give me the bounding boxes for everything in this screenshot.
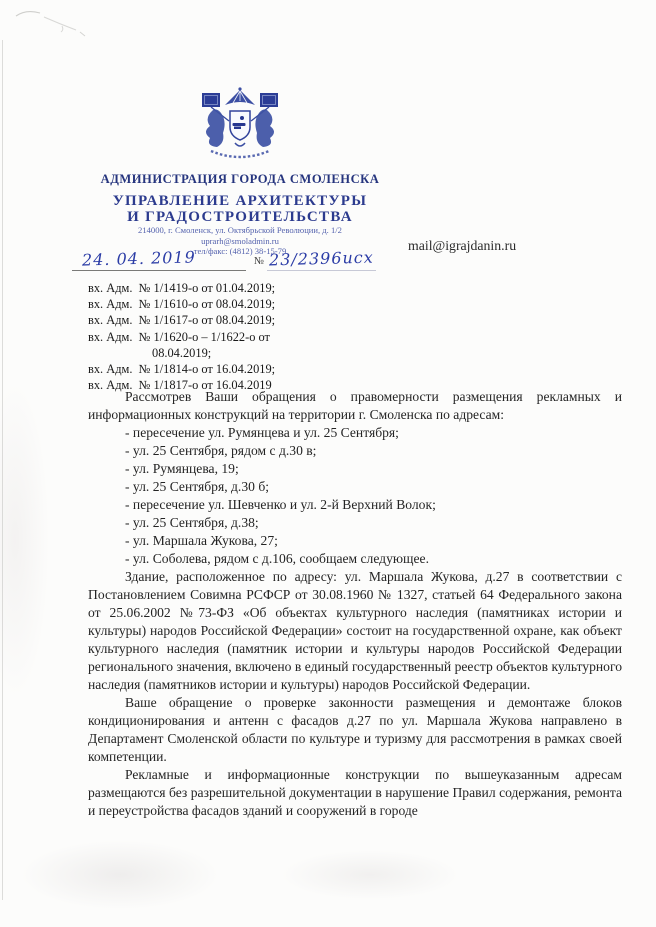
handwritten-date: 24. 04. 2019 — [81, 247, 197, 270]
letter-body — [88, 388, 622, 820]
smolensk-coat-of-arms-icon — [198, 86, 282, 164]
incoming-ref: вх. Адм. № 1/1617-о от 08.04.2019; — [88, 313, 276, 328]
address-item: - ул. 25 Сентября, д.38; — [125, 515, 259, 530]
address-item: - пересечение ул. Румянцева и ул. 25 Сентября; — [125, 425, 399, 440]
incoming-registrations — [88, 280, 275, 393]
incoming-ref: вх. Адм. № 1/1814-о от 16.04.2019; — [88, 362, 276, 377]
paragraph-forwarded-to-department: Ваше обращение о проверке законности размещения и демонтаже блоков кондиционирования и антенн с фасадов д.27 по ул. Маршала Жукова направлено в Департамент Смоленской области по культуре и туризму для рассмотрения в рамках своей компетенции. — [88, 695, 622, 764]
address-item: - ул. Маршала Жукова, 27; — [125, 533, 278, 548]
scan-blotch — [20, 840, 220, 910]
incoming-ref-continuation: 08.04.2019; — [152, 345, 212, 360]
address-item: - ул. Соболева, рядом с д.106, сообщаем следующее. — [125, 551, 429, 566]
organization-name: АДМИНИСТРАЦИЯ ГОРОДА СМОЛЕНСКА — [100, 172, 380, 186]
address-list — [88, 424, 622, 568]
incoming-ref: вх. Адм. № 1/1419-о от 01.04.2019; — [88, 281, 276, 295]
scan-blotch — [0, 380, 50, 700]
incoming-ref: вх. Адм. № 1/1817-о от 16.04.2019 — [88, 378, 272, 393]
handwritten-outgoing-number: 23/2396исх — [268, 247, 375, 270]
scan-edge-artifact — [2, 40, 3, 900]
address-item: - ул. 25 Сентября, д.30 б; — [125, 479, 270, 494]
recipient-email: mail@igrajdanin.ru — [408, 238, 517, 253]
incoming-ref: вх. Адм. № 1/1620-о – 1/1622-о от — [88, 329, 270, 344]
pencil-scribble — [6, 2, 116, 47]
address-item: - ул. Румянцева, 19; — [125, 461, 239, 476]
department-name-line2: И ГРАДОСТРОИТЕЛЬСТВА — [127, 209, 353, 225]
reference-row — [72, 249, 376, 271]
date-underline — [72, 249, 246, 271]
paragraph-violation: Рекламные и информационные конструкции по вышеуказанным адресам размещаются без разрешительной документации в нарушение Правил содержания, ремонта и переустройства фасадов зданий и сооружений в городе — [88, 767, 622, 818]
department-name-line1: УПРАВЛЕНИЕ АРХИТЕКТУРЫ — [112, 193, 368, 209]
letterhead-address: 214000, г. Смоленск, ул. Октябрьской Революции, д. 1/2 — [138, 225, 342, 235]
letterhead — [66, 86, 414, 257]
number-underline — [267, 249, 376, 271]
number-sign: № — [254, 256, 265, 267]
scan-blotch — [280, 850, 460, 900]
paragraph-heritage-building: Здание, расположенное по адресу: ул. Маршала Жукова, д.27 в соответствии с Постановлением Совимна РСФСР от 30.08.1960 № 1327, статьей 64 Федерального закона от 25.06.2002 №73-ФЗ «Об объектах культурного наследия (памятниках истории и культуры) народов Российской Федерации» состоит на государственной охране, как объект культурного наследия (памятник истории и культуры народов Российской Федерации регионального значения, включено в единый государственный реестр объектов культурного наследия (памятников истории и культуры) народов Российской Федерации. — [88, 569, 622, 692]
paragraph-intro: Рассмотрев Ваши обращения о правомерности размещения рекламных и информационных конструкций на территории г. Смоленска по адресам: — [88, 389, 622, 422]
incoming-ref: вх. Адм. № 1/1610-о от 08.04.2019; — [88, 297, 276, 312]
letterhead-phone: тел/факс: (4812) 38-15-79 — [193, 246, 287, 256]
address-item: - ул. 25 Сентября, рядом с д.30 в; — [125, 443, 317, 458]
address-item: - пересечение ул. Шевченко и ул. 2-й Верхний Волок; — [125, 497, 436, 512]
letterhead-email: uprarh@smoladmin.ru — [201, 235, 279, 246]
